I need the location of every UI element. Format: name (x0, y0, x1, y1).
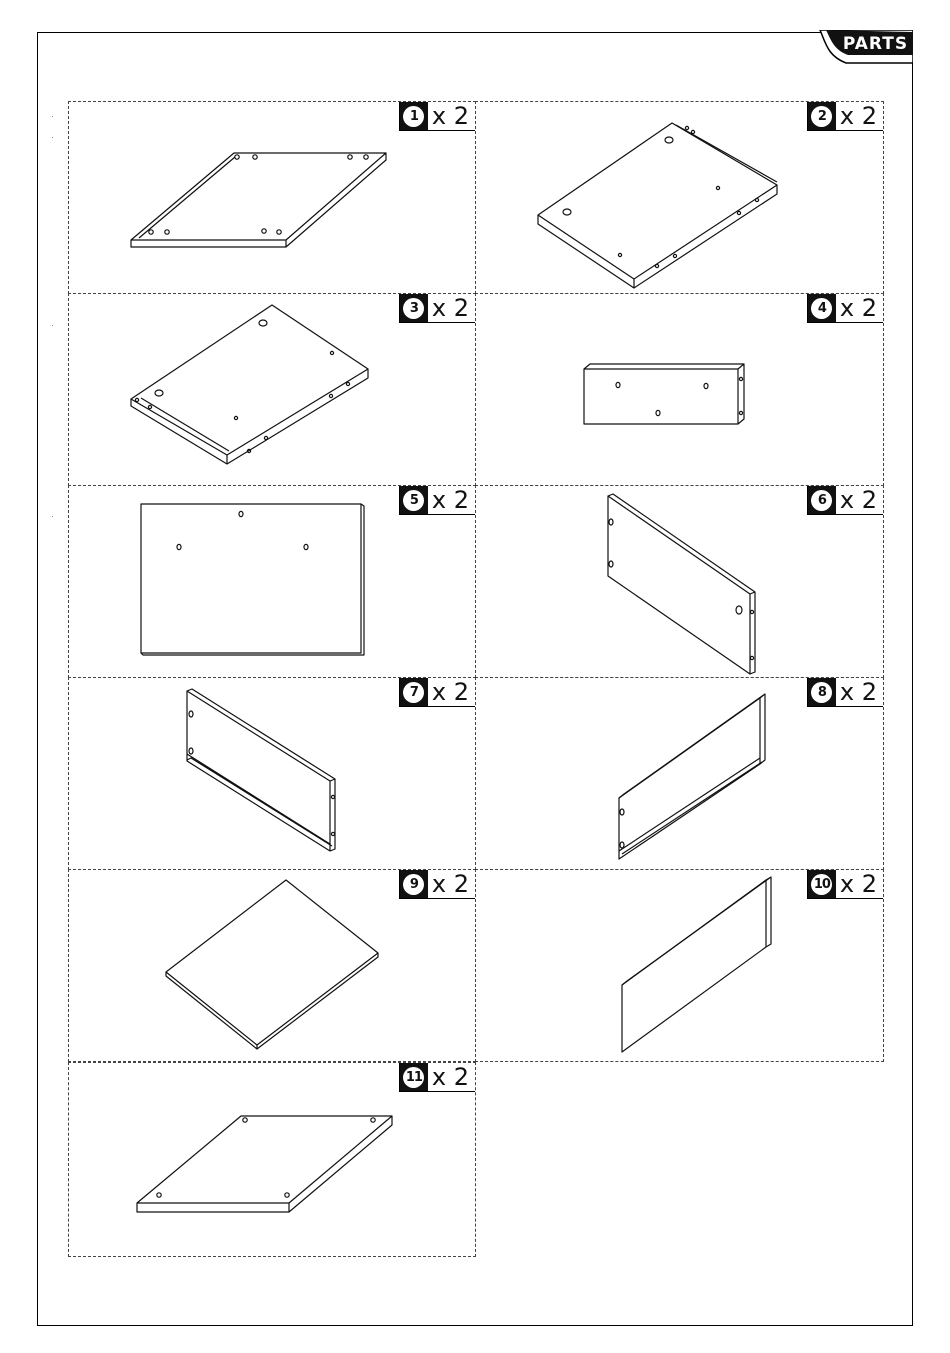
part-number: 2 (811, 106, 832, 127)
part-quantity: x 2 (839, 486, 877, 514)
plain-panel-icon (476, 870, 883, 1061)
part-cell-3 (68, 293, 476, 486)
grooved-rail-icon (476, 678, 883, 869)
part-cell-6 (475, 485, 884, 678)
part-quantity: x 2 (431, 678, 469, 706)
back-board-icon (69, 486, 475, 677)
part-number: 6 (811, 490, 832, 511)
part-cell-2 (475, 101, 884, 294)
part-quantity: x 2 (839, 102, 877, 130)
margin-mark (52, 516, 53, 517)
part-quantity: x 2 (431, 294, 469, 322)
part-quantity: x 2 (431, 486, 469, 514)
part-cell-10 (475, 869, 884, 1062)
section-label: PARTS (842, 34, 909, 54)
long-rail-icon (476, 486, 883, 677)
part-quantity: x 2 (839, 294, 877, 322)
part-number: 3 (403, 298, 424, 319)
flat-panel-with-holes-icon (69, 102, 475, 293)
grooved-rail-icon (69, 678, 475, 869)
grooved-panel-icon (69, 294, 475, 485)
part-cell-7 (68, 677, 476, 870)
part-cell-5 (68, 485, 476, 678)
part-quantity: x 2 (431, 102, 469, 130)
part-number: 7 (403, 682, 424, 703)
grooved-panel-icon (476, 102, 883, 293)
margin-mark (52, 325, 53, 326)
part-cell-8 (475, 677, 884, 870)
part-number: 10 (811, 874, 832, 895)
short-rail-icon (476, 294, 883, 485)
part-quantity: x 2 (431, 1063, 469, 1091)
part-number: 11 (403, 1067, 424, 1088)
part-number: 5 (403, 490, 424, 511)
margin-mark (52, 116, 53, 117)
part-number: 9 (403, 874, 424, 895)
part-quantity: x 2 (839, 870, 877, 898)
part-number: 8 (811, 682, 832, 703)
thin-board-icon (69, 870, 475, 1061)
part-cell-9 (68, 869, 476, 1062)
part-cell-4 (475, 293, 884, 486)
part-quantity: x 2 (431, 870, 469, 898)
part-cell-1 (68, 101, 476, 294)
part-number: 1 (403, 106, 424, 127)
part-cell-11 (68, 1062, 476, 1257)
part-quantity: x 2 (839, 678, 877, 706)
part-number: 4 (811, 298, 832, 319)
flat-panel-with-holes-icon (69, 1063, 475, 1256)
margin-mark (52, 137, 53, 138)
